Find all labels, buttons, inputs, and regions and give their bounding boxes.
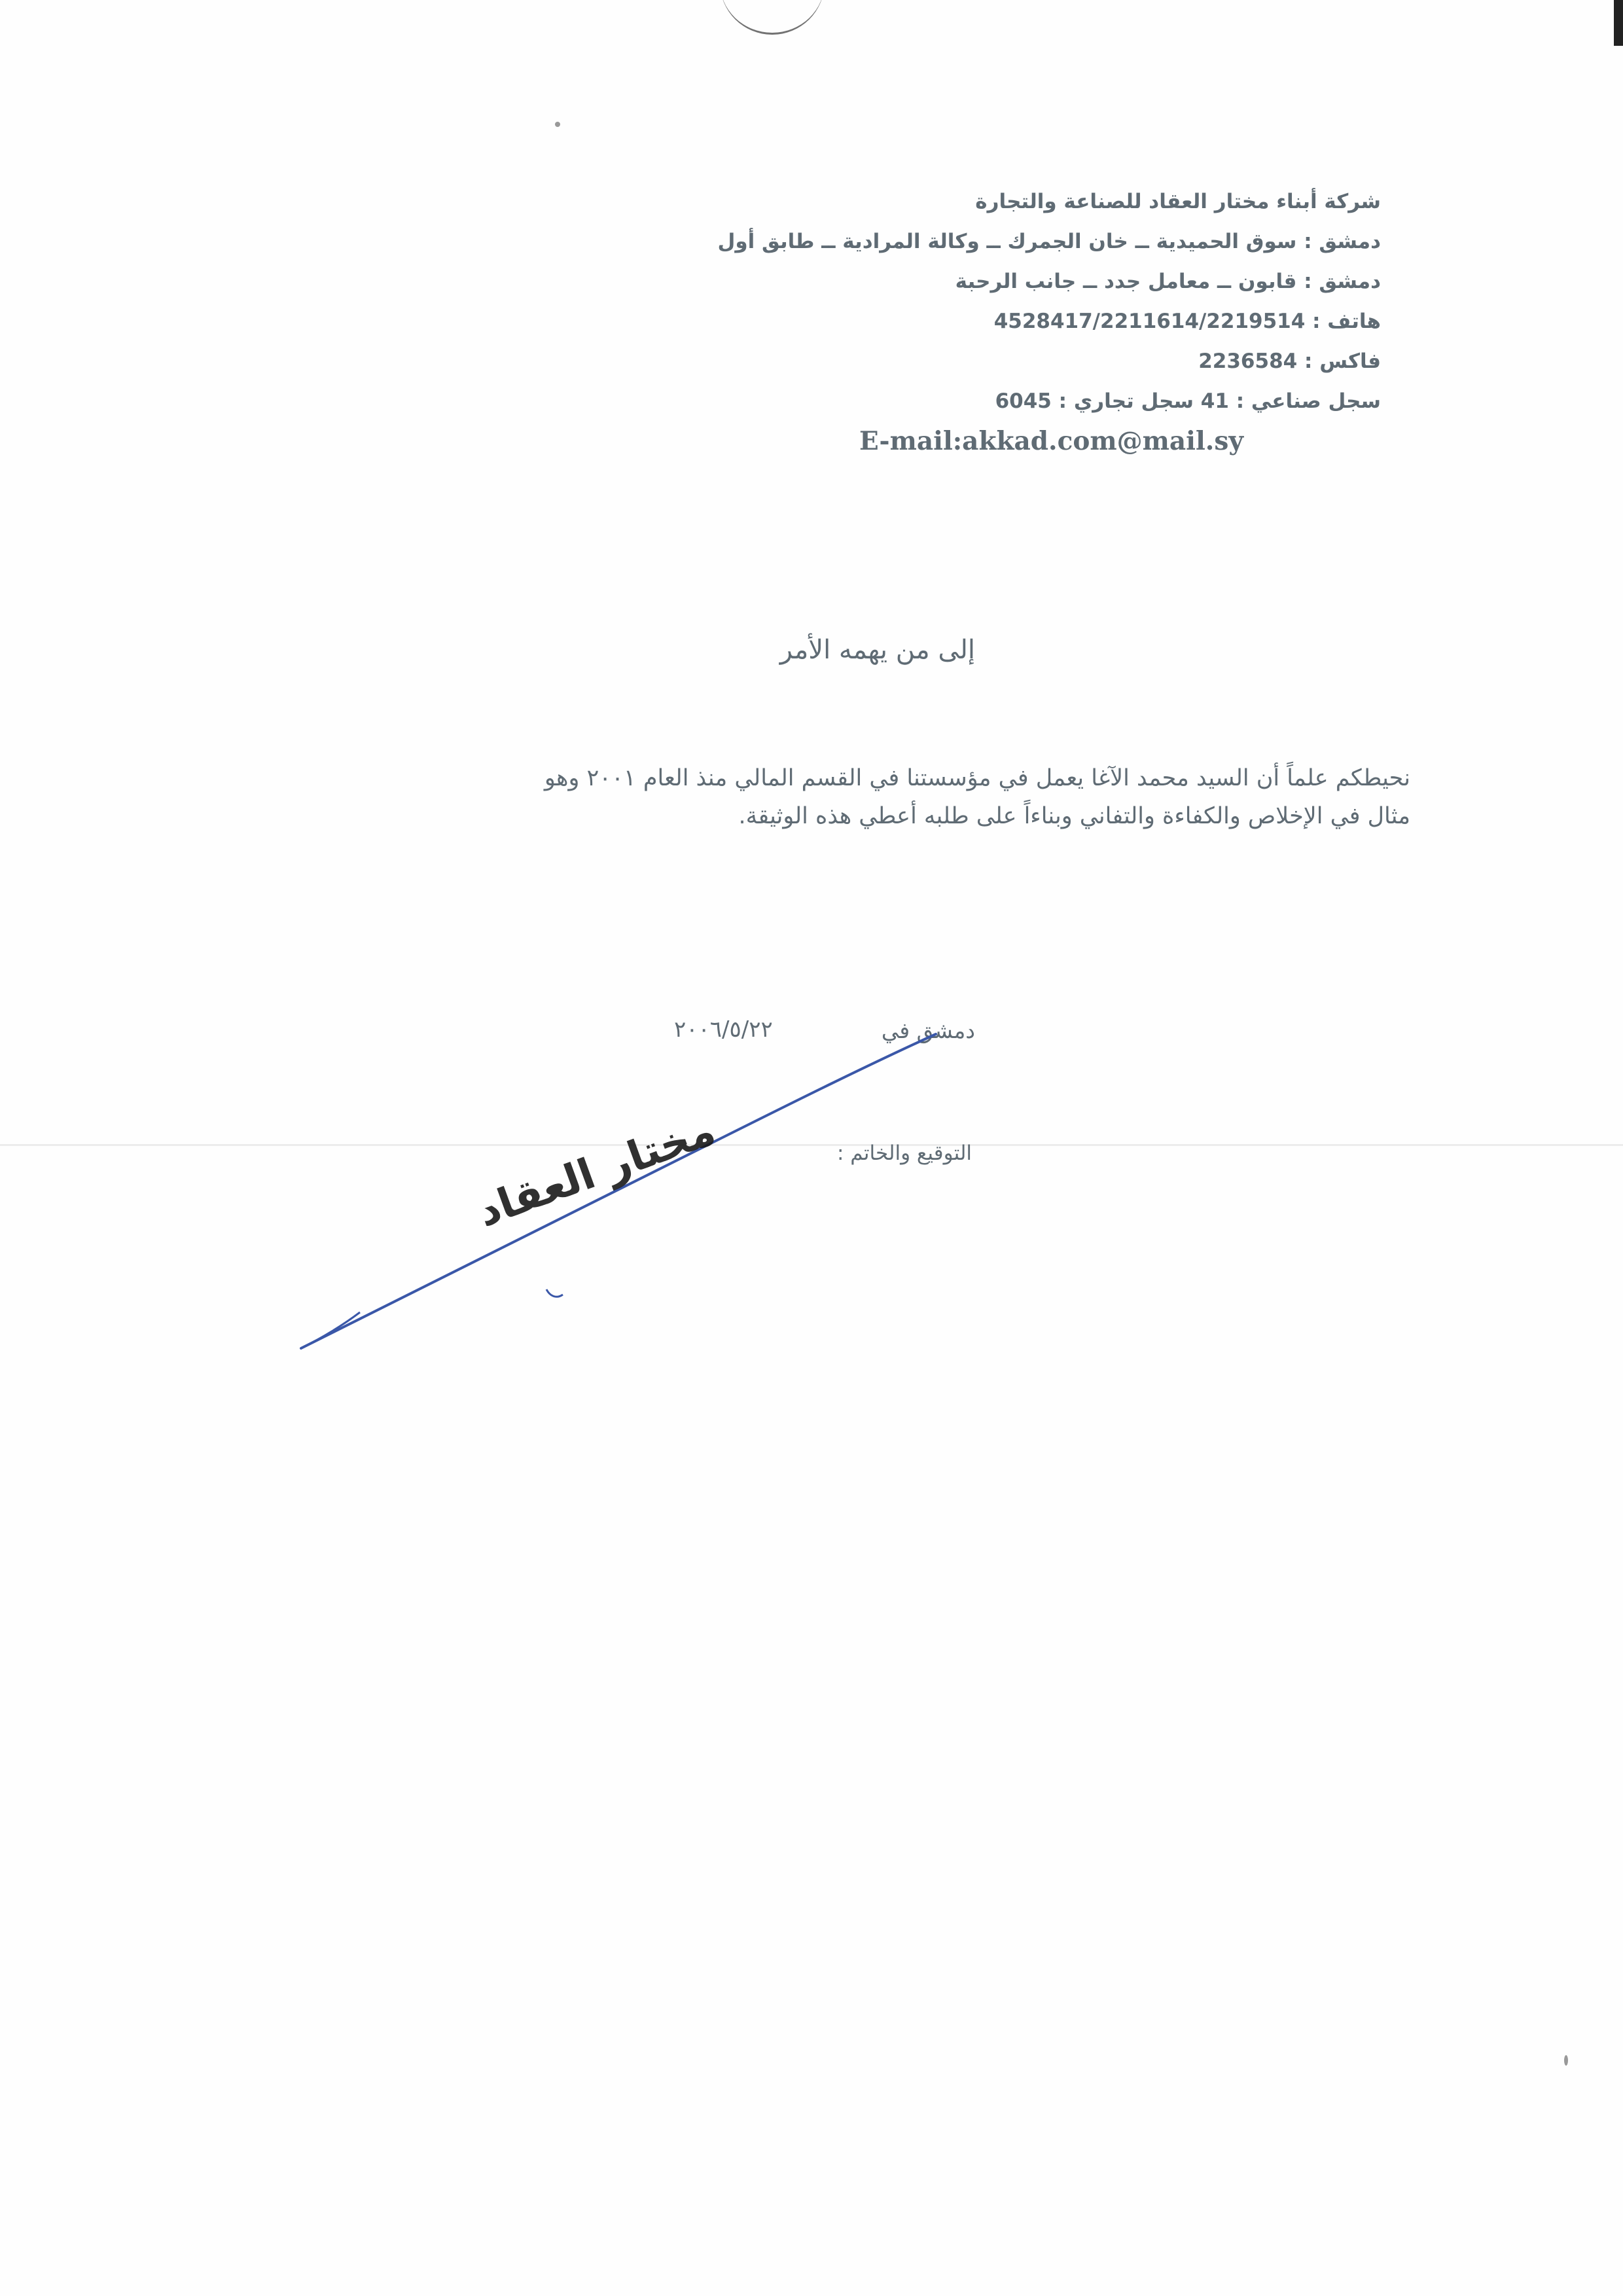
registry-line: سجل صناعي : 41 سجل تجاري : 6045 <box>995 389 1381 413</box>
company-name: شركة أبناء مختار العقاد للصناعة والتجارة <box>975 190 1381 213</box>
scan-speck <box>1564 2055 1568 2066</box>
phone-line <box>399 302 1381 342</box>
phone-label: هاتف : <box>1312 310 1381 333</box>
signature-pen-tail <box>301 1312 360 1348</box>
scan-speck <box>555 122 560 127</box>
company-stamp: مختار العقاد <box>471 1106 722 1237</box>
fax-label: فاكس : <box>1304 350 1381 373</box>
paper-crease-arc <box>720 0 825 35</box>
address-line-2: دمشق : قابون ــ معامل جدد ــ جانب الرحبة <box>955 270 1381 293</box>
letter-salutation: إلى من يهمه الأمر <box>779 635 975 665</box>
letterhead <box>399 182 1381 461</box>
date-label: دمشق في <box>881 1018 975 1043</box>
email-address: E-mail:akkad.com@mail.sy <box>859 426 1243 456</box>
date-value: ٢٠٠٦/٥/٢٢ <box>674 1016 773 1043</box>
letter-body <box>193 759 1410 835</box>
letter-body-line: نحيطكم علماً أن السيد محمد الآغا يعمل في مؤسستنا في القسم المالي منذ العام ٢٠٠١ وهو <box>544 765 1410 791</box>
fax-value: 2236584 <box>1198 350 1298 373</box>
signature-label: التوقيع والخاتم : <box>837 1141 972 1165</box>
fax-line <box>399 342 1381 382</box>
signature-pen-line <box>301 1034 936 1348</box>
letter-body-line: مثال في الإخلاص والكفاءة والتفاني وبناءاً على طلبه أعطي هذه الوثيقة. <box>738 803 1410 829</box>
scan-edge-mark <box>1614 0 1623 46</box>
address-line-1: دمشق : سوق الحميدية ــ خان الجمرك ــ وكالة المرادية ــ طابق أول <box>717 230 1381 253</box>
phone-value: 4528417/2211614/2219514 <box>993 310 1306 333</box>
signature-pen-mark <box>546 1289 563 1297</box>
